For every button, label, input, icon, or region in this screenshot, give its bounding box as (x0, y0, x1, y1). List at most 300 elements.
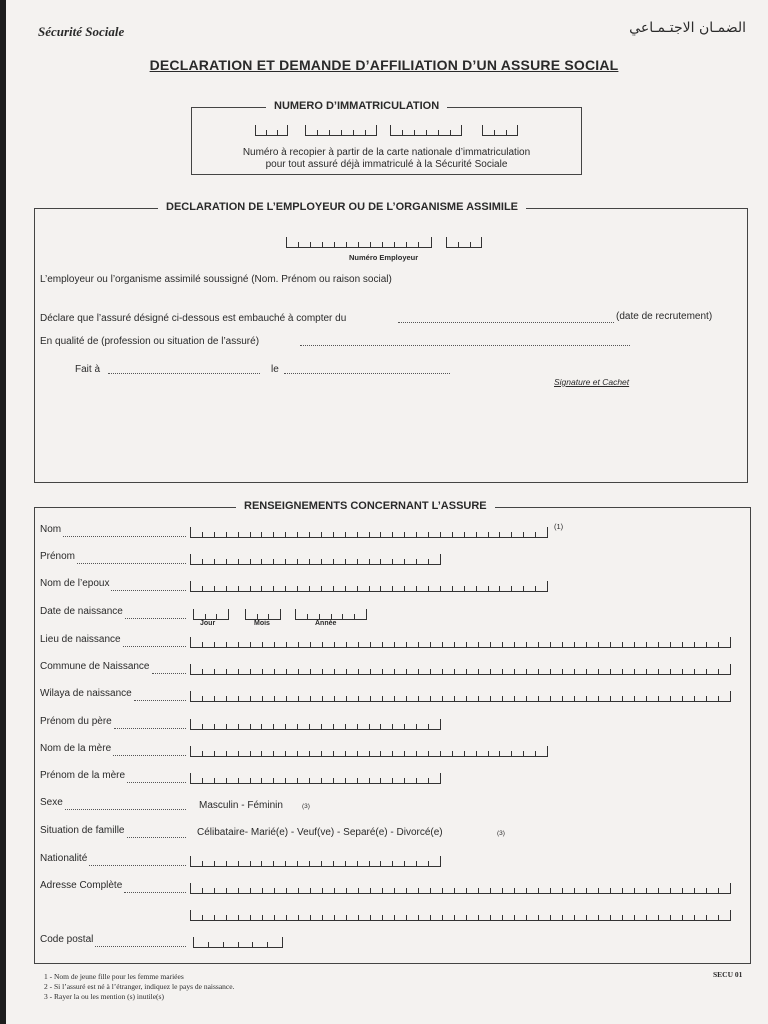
comb-tick (598, 915, 599, 920)
comb-tick (358, 642, 359, 647)
comb-tick (202, 669, 203, 674)
comb-tick (226, 669, 227, 674)
comb-tick (404, 724, 405, 729)
comb-tick (380, 778, 381, 783)
comb-tick (526, 696, 527, 701)
comb-tick (382, 669, 383, 674)
comb-tick (499, 532, 500, 537)
immat-comb-1[interactable] (255, 126, 288, 136)
comb-tick (454, 888, 455, 893)
comb-tick (550, 888, 551, 893)
comb-tick (202, 778, 203, 783)
comb-tick (366, 609, 367, 619)
comb-tick (428, 559, 429, 564)
comb-tick (526, 669, 527, 674)
comb-tick (214, 696, 215, 701)
comb-tick (334, 888, 335, 893)
comb-tick (226, 751, 227, 756)
comb-tick (574, 915, 575, 920)
comb-tick (478, 888, 479, 893)
comb-tick (586, 669, 587, 674)
comb-tick (202, 559, 203, 564)
adresse-comb[interactable] (190, 884, 731, 894)
comb-tick (694, 915, 695, 920)
comb-tick (286, 696, 287, 701)
comb-tick (261, 751, 262, 756)
numero-employeur-comb-1[interactable] (286, 238, 432, 248)
comb-tick (416, 532, 417, 537)
comb-tick (622, 915, 623, 920)
comb-tick (574, 669, 575, 674)
comb-tick (440, 856, 441, 866)
comb-tick (369, 559, 370, 564)
comb-tick (718, 642, 719, 647)
comb-tick (428, 778, 429, 783)
comb-tick (476, 586, 477, 591)
comb-tick (322, 915, 323, 920)
comb-tick (322, 642, 323, 647)
comb-tick (394, 915, 395, 920)
nom-mere-comb[interactable] (190, 747, 548, 757)
comb-tick (358, 915, 359, 920)
comb-tick (333, 532, 334, 537)
comb-tick (511, 586, 512, 591)
comb-tick (658, 696, 659, 701)
comb-tick (646, 915, 647, 920)
comb-tick (358, 696, 359, 701)
comb-tick (550, 642, 551, 647)
comb-tick (190, 883, 191, 893)
comb-tick (262, 888, 263, 893)
commune-naissance-label: Commune de Naissance (40, 661, 150, 672)
commune-naissance-dots (152, 673, 186, 674)
comb-tick (706, 915, 707, 920)
nom-epoux-comb[interactable] (190, 582, 548, 592)
comb-tick (622, 696, 623, 701)
comb-tick (430, 696, 431, 701)
date-naissance-comb-2[interactable] (245, 610, 281, 620)
comb-tick (634, 915, 635, 920)
code-postal-comb[interactable] (193, 938, 283, 948)
comb-tick (392, 861, 393, 866)
comb-tick (202, 724, 203, 729)
comb-tick (190, 746, 191, 756)
comb-tick (273, 861, 274, 866)
comb-tick (547, 527, 548, 537)
comb-tick (310, 915, 311, 920)
comb-tick (598, 642, 599, 647)
comb-tick (706, 642, 707, 647)
nom-epoux-label: Nom de l’epoux (40, 578, 110, 589)
annee-label: Année (315, 620, 337, 627)
comb-tick (382, 696, 383, 701)
comb-tick (416, 559, 417, 564)
comb-tick (502, 696, 503, 701)
comb-tick (418, 696, 419, 701)
comb-tick (357, 586, 358, 591)
comb-tick (262, 915, 263, 920)
comb-tick (334, 696, 335, 701)
nom-mere-dots (113, 755, 186, 756)
comb-tick (190, 554, 191, 564)
immat-comb-4[interactable] (482, 126, 518, 136)
comb-tick (380, 724, 381, 729)
prenom-mere-comb[interactable] (190, 774, 441, 784)
comb-tick (273, 586, 274, 591)
fait-a-label: Fait à (75, 364, 101, 375)
comb-tick (238, 532, 239, 537)
comb-tick (392, 751, 393, 756)
comb-tick (646, 669, 647, 674)
adresse-2-comb[interactable] (190, 911, 731, 921)
prenom-mere-label: Prénom de la mère (40, 770, 126, 781)
comb-tick (535, 586, 536, 591)
comb-tick (285, 751, 286, 756)
comb-tick (369, 586, 370, 591)
comb-tick (562, 888, 563, 893)
comb-tick (202, 861, 203, 866)
comb-tick (261, 861, 262, 866)
comb-tick (321, 724, 322, 729)
immat-comb-3[interactable] (390, 126, 462, 136)
comb-tick (416, 861, 417, 866)
comb-tick (488, 751, 489, 756)
comb-tick (418, 669, 419, 674)
comb-tick (238, 669, 239, 674)
comb-tick (286, 642, 287, 647)
comb-tick (214, 642, 215, 647)
commune-naissance-comb[interactable] (190, 665, 731, 675)
comb-tick (214, 559, 215, 564)
footnote-1: 1 - Nom de jeune fille pour les femme mariées (44, 972, 184, 981)
comb-tick (466, 642, 467, 647)
comb-tick (730, 883, 731, 893)
comb-tick (454, 669, 455, 674)
comb-tick (262, 642, 263, 647)
comb-tick (321, 778, 322, 783)
comb-tick (598, 696, 599, 701)
comb-tick (430, 669, 431, 674)
comb-tick (428, 861, 429, 866)
comb-tick (394, 696, 395, 701)
comb-tick (526, 888, 527, 893)
date-naissance-comb-3[interactable] (295, 610, 367, 620)
comb-tick (416, 724, 417, 729)
comb-tick (370, 696, 371, 701)
employeur-legend: DECLARATION DE L’EMPLOYEUR OU DE L’ORGANISME ASSIMILE (158, 201, 526, 213)
comb-tick (416, 586, 417, 591)
comb-tick (454, 915, 455, 920)
comb-tick (226, 696, 227, 701)
comb-tick (238, 751, 239, 756)
nationalite-comb[interactable] (190, 857, 441, 867)
comb-tick (226, 888, 227, 893)
form-title: DECLARATION ET DEMANDE D’AFFILIATION D’UN ASSURE SOCIAL (149, 57, 619, 73)
comb-tick (562, 915, 563, 920)
comb-tick (406, 888, 407, 893)
le-field[interactable] (284, 373, 450, 374)
comb-tick (333, 751, 334, 756)
comb-tick (346, 642, 347, 647)
comb-tick (333, 861, 334, 866)
comb-tick (392, 778, 393, 783)
comb-tick (286, 669, 287, 674)
comb-tick (250, 696, 251, 701)
comb-tick (538, 888, 539, 893)
comb-tick (261, 778, 262, 783)
comb-tick (658, 642, 659, 647)
immatriculation-note-2: pour tout assuré déjà immatriculé à la Sécurité Sociale (265, 159, 508, 170)
comb-tick (238, 888, 239, 893)
comb-tick (250, 642, 251, 647)
comb-tick (274, 642, 275, 647)
comb-tick (382, 915, 383, 920)
comb-tick (488, 532, 489, 537)
comb-tick (392, 559, 393, 564)
comb-tick (321, 861, 322, 866)
comb-tick (309, 861, 310, 866)
wilaya-naissance-comb[interactable] (190, 692, 731, 702)
comb-tick (190, 637, 191, 647)
assure-section (34, 507, 751, 964)
wilaya-naissance-label: Wilaya de naissance (40, 688, 132, 699)
comb-tick (297, 532, 298, 537)
nom-epoux-dots (111, 590, 186, 591)
comb-tick (430, 888, 431, 893)
comb-tick (499, 751, 500, 756)
comb-tick (274, 669, 275, 674)
comb-tick (404, 778, 405, 783)
comb-tick (309, 532, 310, 537)
comb-tick (416, 778, 417, 783)
comb-tick (488, 586, 489, 591)
comb-tick (345, 861, 346, 866)
comb-tick (202, 915, 203, 920)
comb-tick (706, 669, 707, 674)
comb-tick (214, 861, 215, 866)
comb-tick (538, 915, 539, 920)
comb-tick (226, 559, 227, 564)
comb-tick (392, 532, 393, 537)
comb-tick (333, 586, 334, 591)
comb-tick (370, 669, 371, 674)
comb-tick (310, 888, 311, 893)
comb-tick (223, 942, 224, 947)
immatriculation-note-1: Numéro à recopier à partir de la carte nationale d’immatriculation (242, 147, 531, 158)
comb-tick (466, 915, 467, 920)
comb-tick (428, 724, 429, 729)
comb-tick (464, 586, 465, 591)
comb-tick (406, 696, 407, 701)
comb-tick (478, 669, 479, 674)
assure-legend: RENSEIGNEMENTS CONCERNANT L’ASSURE (236, 500, 495, 512)
comb-tick (404, 559, 405, 564)
comb-tick (380, 861, 381, 866)
comb-tick (216, 614, 217, 619)
comb-tick (369, 532, 370, 537)
comb-tick (394, 669, 395, 674)
comb-tick (514, 915, 515, 920)
comb-tick (380, 559, 381, 564)
comb-tick (261, 586, 262, 591)
comb-tick (440, 532, 441, 537)
comb-tick (285, 532, 286, 537)
comb-tick (514, 642, 515, 647)
comb-tick (562, 669, 563, 674)
header-title-fr: Sécurité Sociale (38, 24, 125, 39)
comb-tick (295, 609, 296, 619)
comb-tick (298, 915, 299, 920)
comb-tick (250, 586, 251, 591)
comb-tick (190, 910, 191, 920)
comb-tick (261, 559, 262, 564)
comb-tick (646, 642, 647, 647)
comb-tick (261, 724, 262, 729)
date-embauche-field[interactable] (398, 322, 614, 323)
comb-tick (345, 559, 346, 564)
date-naissance-comb-1[interactable] (193, 610, 229, 620)
comb-tick (309, 724, 310, 729)
comb-tick (538, 669, 539, 674)
comb-tick (547, 746, 548, 756)
comb-tick (250, 888, 251, 893)
comb-tick (574, 888, 575, 893)
comb-tick (357, 778, 358, 783)
comb-tick (250, 724, 251, 729)
comb-tick (319, 614, 320, 619)
comb-tick (442, 669, 443, 674)
comb-tick (286, 915, 287, 920)
comb-tick (610, 642, 611, 647)
comb-tick (331, 614, 332, 619)
qualite-line: En qualité de (profession ou situation de l’assuré) (40, 336, 260, 347)
lieu-naissance-comb[interactable] (190, 638, 731, 648)
fait-a-field[interactable] (108, 373, 260, 374)
comb-tick (466, 669, 467, 674)
comb-tick (535, 532, 536, 537)
comb-tick (404, 861, 405, 866)
prenom-label: Prénom (40, 551, 76, 562)
comb-tick (193, 937, 194, 947)
comb-tick (309, 559, 310, 564)
comb-tick (418, 888, 419, 893)
comb-tick (285, 861, 286, 866)
comb-tick (214, 888, 215, 893)
comb-tick (622, 642, 623, 647)
situation-famille-label: Situation de famille (40, 825, 125, 836)
prenom-pere-comb[interactable] (190, 720, 441, 730)
comb-tick (490, 642, 491, 647)
comb-tick (370, 915, 371, 920)
comb-tick (297, 586, 298, 591)
comb-tick (380, 751, 381, 756)
comb-tick (730, 910, 731, 920)
nom-note: (1) (554, 522, 564, 531)
comb-tick (452, 532, 453, 537)
comb-tick (646, 888, 647, 893)
comb-tick (285, 559, 286, 564)
comb-tick (634, 888, 635, 893)
comb-tick (345, 751, 346, 756)
comb-tick (610, 696, 611, 701)
comb-tick (586, 642, 587, 647)
qualite-field[interactable] (300, 345, 630, 346)
comb-tick (392, 586, 393, 591)
comb-tick (502, 669, 503, 674)
comb-tick (694, 642, 695, 647)
comb-tick (333, 778, 334, 783)
comb-tick (228, 609, 229, 619)
comb-tick (478, 696, 479, 701)
comb-tick (538, 696, 539, 701)
comb-tick (250, 532, 251, 537)
numero-employeur-label: Numéro Employeur (349, 253, 419, 262)
comb-tick (267, 942, 268, 947)
comb-tick (634, 669, 635, 674)
comb-tick (404, 532, 405, 537)
comb-tick (428, 751, 429, 756)
comb-tick (380, 586, 381, 591)
sexe-options[interactable]: Masculin - Féminin (199, 800, 283, 811)
comb-tick (682, 642, 683, 647)
header-title-ar: الضمـان الاجتـمـاعي (629, 20, 746, 36)
comb-tick (562, 642, 563, 647)
comb-tick (190, 691, 191, 701)
comb-tick (428, 532, 429, 537)
numero-employeur-comb-2[interactable] (446, 238, 482, 248)
comb-tick (309, 778, 310, 783)
comb-tick (682, 915, 683, 920)
wilaya-naissance-dots (134, 700, 186, 701)
immat-comb-2[interactable] (305, 126, 377, 136)
comb-tick (310, 642, 311, 647)
form-code: SECU 01 (713, 970, 743, 979)
comb-tick (369, 751, 370, 756)
situation-note: (3) (497, 830, 505, 837)
comb-tick (214, 915, 215, 920)
mois-label: Mois (254, 620, 270, 627)
comb-tick (369, 861, 370, 866)
comb-tick (392, 724, 393, 729)
comb-tick (670, 642, 671, 647)
code-postal-label: Code postal (40, 934, 94, 945)
comb-tick (250, 861, 251, 866)
comb-tick (670, 888, 671, 893)
comb-tick (322, 669, 323, 674)
comb-tick (682, 888, 683, 893)
comb-tick (333, 559, 334, 564)
prenom-comb[interactable] (190, 555, 441, 565)
comb-tick (345, 532, 346, 537)
comb-tick (586, 915, 587, 920)
comb-tick (730, 691, 731, 701)
comb-tick (310, 669, 311, 674)
comb-tick (190, 773, 191, 783)
comb-tick (297, 559, 298, 564)
comb-tick (346, 669, 347, 674)
nom-comb[interactable] (190, 528, 548, 538)
comb-tick (454, 642, 455, 647)
comb-tick (670, 915, 671, 920)
situation-options[interactable]: Célibataire- Marié(e) - Veuf(ve) - Separé(e) - Divorcé(e) (197, 827, 443, 838)
comb-tick (610, 888, 611, 893)
prenom-pere-label: Prénom du père (40, 716, 112, 727)
comb-tick (466, 888, 467, 893)
comb-tick (442, 888, 443, 893)
comb-tick (369, 778, 370, 783)
comb-tick (297, 861, 298, 866)
comb-tick (226, 642, 227, 647)
